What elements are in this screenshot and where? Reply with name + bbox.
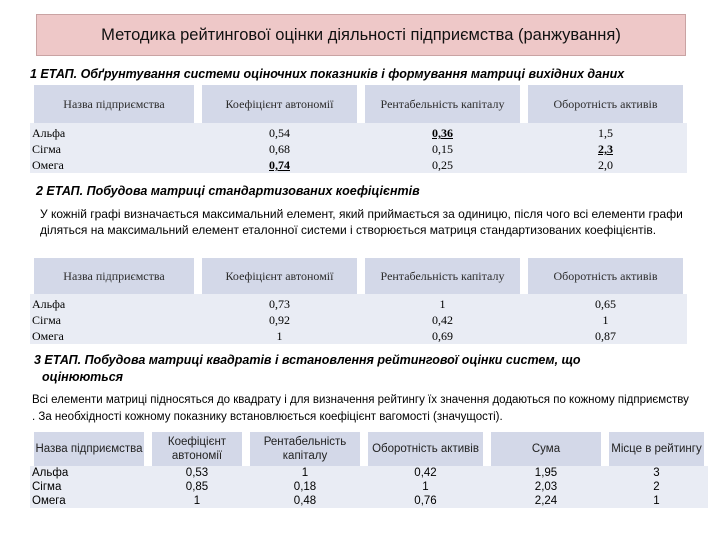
autonomy-value [198, 157, 361, 173]
header-profitability: Рентабельність капіталу [361, 85, 524, 123]
company-name: Омега [30, 494, 148, 508]
sum-value: 1,95 [487, 466, 605, 480]
table-row [30, 480, 708, 494]
turnover-value: 2,0 [524, 157, 687, 173]
header-autonomy: Коефіцієнт автономії [148, 432, 246, 466]
autonomy-value: 0,92 [198, 312, 361, 328]
header-turnover: Оборотність активів [524, 85, 687, 123]
turnover-value: 0,76 [364, 494, 487, 508]
turnover-value: 0,87 [524, 328, 687, 344]
rank-value: 3 [605, 466, 708, 480]
company-name: Сігма [30, 141, 198, 157]
turnover-value: 1 [364, 480, 487, 494]
header-company: Назва підприємства [30, 85, 198, 123]
stage2-table [30, 258, 687, 344]
profitability-value: 0,69 [361, 328, 524, 344]
table-row [30, 466, 708, 480]
turnover-value: 1,5 [524, 123, 687, 141]
rank-value: 2 [605, 480, 708, 494]
header-turnover: Оборотність активів [364, 432, 487, 466]
header-profitability: Рентабельність капіталу [246, 432, 364, 466]
header-sum: Сума [487, 432, 605, 466]
autonomy-value: 1 [148, 494, 246, 508]
autonomy-value: 0,73 [198, 294, 361, 312]
profitability-value: 0,25 [361, 157, 524, 173]
table-row [30, 494, 708, 508]
stage1-heading: 1 ЕТАП. Обґрунтування системи оціночних показників і формування матриці вихідних даних [30, 67, 625, 81]
rank-value: 1 [605, 494, 708, 508]
stage2-heading: 2 ЕТАП. Побудова матриці стандартизованих коефіцієнтів [36, 184, 420, 198]
company-name: Омега [30, 328, 198, 344]
turnover-value: 0,65 [524, 294, 687, 312]
autonomy-value: 0,85 [148, 480, 246, 494]
max-value: 2,3 [598, 142, 613, 156]
stage2-description: У кожній графі визначається максимальний елемент, який приймається за одиницю, після чого всі елементи графи діляться на максимальний елемент еталонної системи і створюється матриця стандартизованих коефіцієнтів. [40, 207, 683, 237]
profitability-value: 0,48 [246, 494, 364, 508]
stage3-heading-line2: оцінюються [42, 370, 124, 384]
autonomy-value: 0,68 [198, 141, 361, 157]
company-name: Альфа [30, 123, 198, 141]
header-profitability: Рентабельність капіталу [361, 258, 524, 294]
max-value: 0,74 [269, 158, 290, 172]
autonomy-value: 0,53 [148, 466, 246, 480]
profitability-value: 1 [361, 294, 524, 312]
table-row [30, 141, 687, 157]
profitability-value: 0,42 [361, 312, 524, 328]
stage1-table [30, 85, 687, 173]
header-company: Назва підприємства [30, 258, 198, 294]
stage3-table [30, 432, 708, 508]
header-turnover: Оборотність активів [524, 258, 687, 294]
sum-value: 2,24 [487, 494, 605, 508]
profitability-value [361, 123, 524, 141]
turnover-value: 0,42 [364, 466, 487, 480]
header-company: Назва підприємства [30, 432, 148, 466]
company-name: Сігма [30, 480, 148, 494]
header-autonomy: Коефіцієнт автономії [198, 258, 361, 294]
profitability-value: 0,15 [361, 141, 524, 157]
autonomy-value: 0,54 [198, 123, 361, 141]
header-autonomy: Коефіцієнт автономії [198, 85, 361, 123]
page-title: Методика рейтингової оцінки діяльності підприємства (ранжування) [36, 14, 686, 56]
table-row [30, 294, 687, 312]
table-row [30, 312, 687, 328]
company-name: Сігма [30, 312, 198, 328]
profitability-value: 0,18 [246, 480, 364, 494]
max-value: 0,36 [432, 126, 453, 140]
stage3-description: Всі елементи матриці підносяться до квадрату і для визначення рейтингу їх значення додаються по кожному підприємству . За необхідності кожному показнику встановлюється коефіцієнт вагомості (значущості). [32, 394, 689, 423]
table-row [30, 123, 687, 141]
turnover-value: 1 [524, 312, 687, 328]
table-row [30, 328, 687, 344]
header-rank: Місце в рейтингу [605, 432, 708, 466]
stage3-heading-line1: 3 ЕТАП. Побудова матриці квадратів і встановлення рейтингової оцінки систем, що [34, 353, 581, 367]
turnover-value [524, 141, 687, 157]
profitability-value: 1 [246, 466, 364, 480]
company-name: Альфа [30, 294, 198, 312]
sum-value: 2,03 [487, 480, 605, 494]
company-name: Омега [30, 157, 198, 173]
table-row [30, 157, 687, 173]
autonomy-value: 1 [198, 328, 361, 344]
company-name: Альфа [30, 466, 148, 480]
